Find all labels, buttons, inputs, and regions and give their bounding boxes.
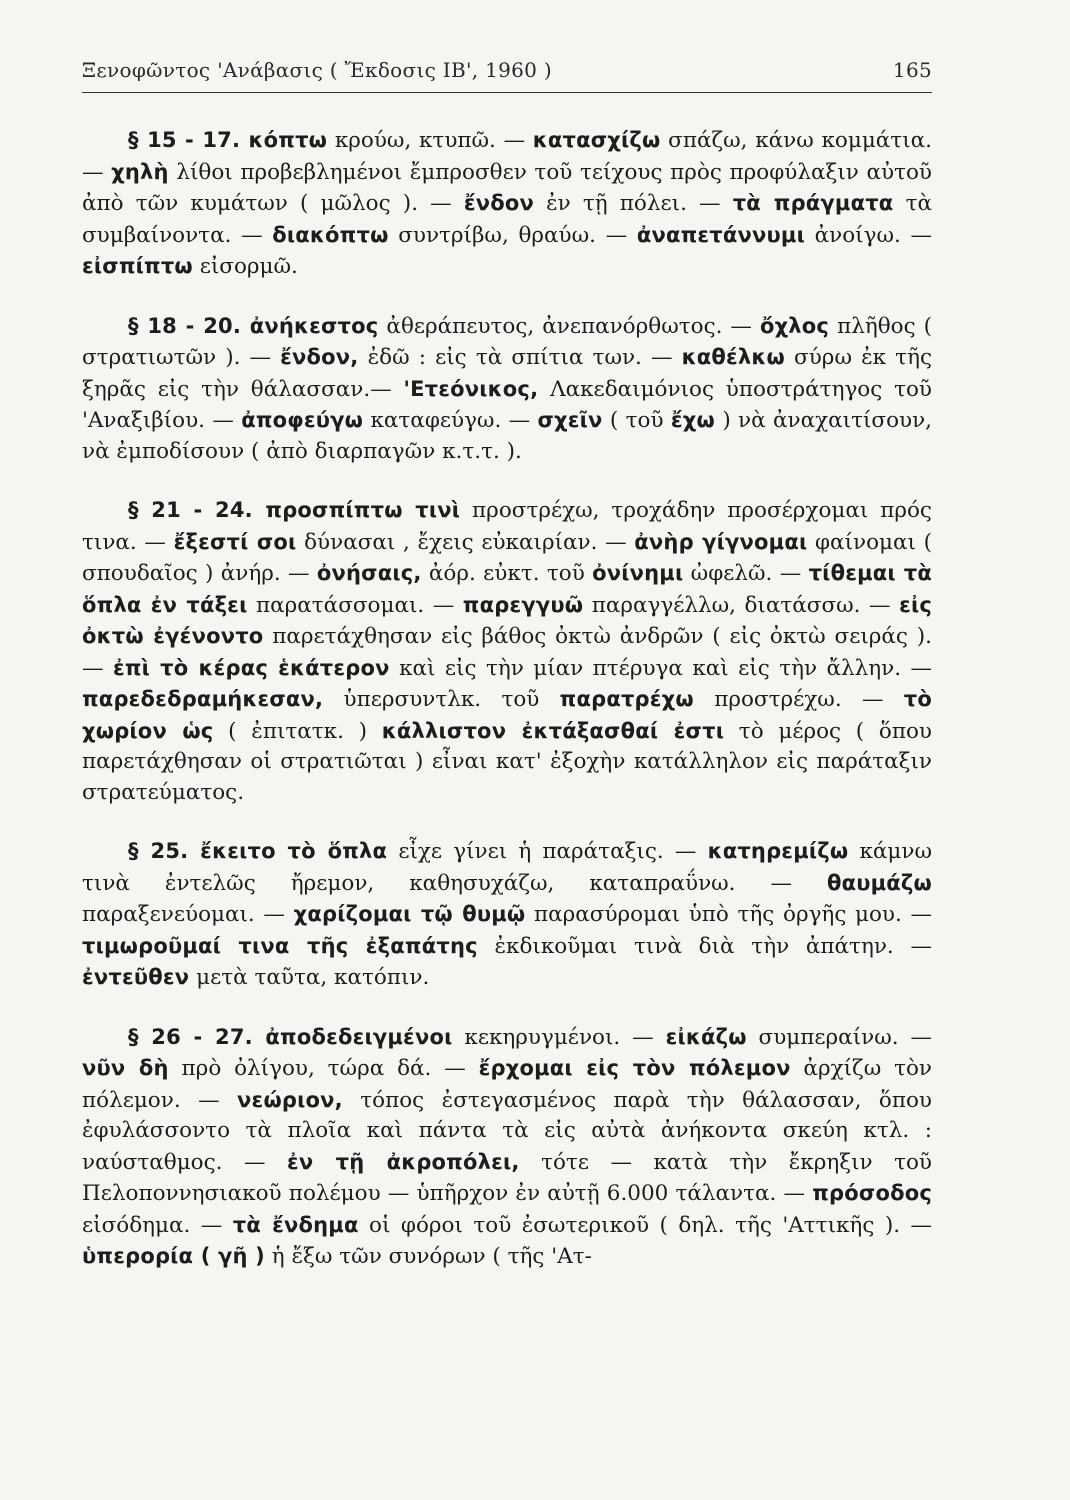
gloss-text: φαίνομαι ( σπουδαῖος ) ἀνήρ. — (82, 529, 932, 586)
gloss-text: παρασύρομαι ὑπὸ τῆς ὀργῆς μου. — (525, 902, 932, 927)
headword: ἐντεῦθεν (82, 965, 190, 989)
gloss-text: παρατάσσομαι. — (247, 592, 463, 618)
gloss-text: κεκηρυγμένοι. — (452, 1024, 666, 1050)
headword: εἰσπίπτω (82, 254, 193, 278)
gloss-text: ὠφελῶ. — (683, 561, 809, 586)
headword: διακόπτω (272, 222, 389, 247)
headword: νεώριον, (237, 1087, 343, 1112)
gloss-text: λίθοι προβεβλημένοι ἔμπροσθεν τοῦ τείχους πρὸς προφύλαξιν αὐτοῦ ἀπὸ τῶν κυμάτων ( μῶλος ). — (82, 159, 932, 216)
headword: ἔξεστί σοι (173, 529, 297, 554)
headword: χαρίζομαι τῷ θυμῷ (293, 902, 526, 926)
gloss-text: σύρω ἐκ τῆς ξηρᾶς εἰς τὴν θάλασσαν.— (82, 345, 932, 402)
glossary-paragraph-26-27 (82, 1022, 932, 1273)
headword: § 21 - 24. προσπίπτω τινὶ (128, 498, 461, 522)
gloss-text: ἀρχίζω τὸν πόλεμον. — (82, 1056, 932, 1113)
glossary-paragraph-25 (82, 836, 932, 994)
headword: ἔρχομαι εἰς τὸν πόλεμον (478, 1056, 791, 1080)
gloss-text: σπάζω, κάνω κομμάτια. — (82, 128, 932, 185)
gloss-text: τὸ μέρος ( ὅπου παρετάχθησαν οἱ στρατιῶται ) εἶναι κατ' ἐξοχὴν κατάλληλον εἰς παράταξιν στρατεύματος. (82, 718, 933, 805)
headword: τιμωροῦμαί τινα τῆς ἐξαπάτης (82, 933, 478, 958)
headword: 'Ετεόνικος, (403, 376, 539, 401)
running-head (82, 58, 932, 88)
gloss-text: ( ἐπιτατκ. ) (213, 718, 382, 744)
gloss-text: εἰσόδημα. — (82, 1212, 233, 1238)
gloss-text: εἰσορμῶ. (192, 254, 298, 279)
headword: τὰ πράγματα (732, 191, 894, 215)
gloss-text: οἱ φόροι τοῦ ἐσωτερικοῦ ( δηλ. τῆς 'Αττικῆς ). — (358, 1212, 932, 1238)
headword: παρεδεδραμήκεσαν, (82, 687, 324, 711)
headword: κάλλιστον ἐκτάξασθαί ἐστι (381, 718, 725, 743)
gloss-text: ( τοῦ (602, 408, 671, 433)
gloss-text: καταφεύγω. — (363, 408, 538, 433)
gloss-text: τότε — κατὰ τὴν ἔκρηξιν τοῦ Πελοποννησιακοῦ πολέμου — ὑπῆρχον ἐν αὐτῇ 6.000 τάλαντα. — (82, 1149, 933, 1206)
headword: τὸ χωρίον ὡς (82, 687, 932, 743)
gloss-text: καὶ εἰς τὴν μίαν πτέρυγα καὶ εἰς τὴν ἄλλην. — (389, 655, 932, 681)
headword: τίθεμαι τὰ ὅπλα ἐν τάξει (82, 561, 932, 617)
gloss-text: παραξενεύομαι. — (82, 902, 294, 927)
headword: πρόσοδος (812, 1181, 932, 1205)
gloss-text: κρούω, κτυπῶ. — (327, 128, 533, 153)
headword: ἐπὶ τὸ κέρας ἑκάτερον (112, 655, 390, 680)
gloss-text: ἀθεράπευτος, ἀνεπανόρθωτος. — (378, 313, 760, 339)
headword: § 18 - 20. ἀνήκεστος (128, 313, 379, 338)
headword: ὀνίνημι (592, 561, 684, 585)
gloss-text: συμπεραίνω. — (746, 1024, 932, 1050)
gloss-text: δύνασαι , ἔχεις εὐκαιρίαν. — (296, 529, 635, 555)
gloss-text: κάμνω τινὰ ἐντελῶς ἤρεμον, καθησυχάζω, καταπραΰνω. — (82, 839, 932, 896)
gloss-text: παρετάχθησαν εἰς βάθος ὀκτὼ ἀνδρῶν ( εἰς ὀκτὼ σειράς ). — (82, 624, 932, 681)
headword: ἀνὴρ γίγνομαι (634, 529, 808, 554)
headword: ὑπερορία ( γῆ ) (82, 1244, 265, 1268)
gloss-text: συντρίβω, θραύω. — (388, 222, 637, 248)
headword: νῦν δὴ (82, 1056, 169, 1080)
headword: εἰς ὀκτὼ ἐγένοντο (82, 592, 932, 648)
gloss-text: προστρέχω. — (693, 687, 904, 712)
gloss-text: ) νὰ ἀναχαιτίσουν, νὰ ἐμποδίσουν ( ἀπὸ διαρπαγῶν κ.τ.τ. ). (82, 408, 932, 464)
headword: σχεῖν (537, 408, 603, 432)
gloss-text: ἀόρ. εὐκτ. τοῦ (421, 561, 593, 586)
gloss-text: παραγγέλλω, διατάσσω. — (583, 592, 900, 618)
glossary-paragraph-21-24 (82, 495, 932, 808)
headword: ἀποφεύγω (241, 408, 364, 432)
gloss-text: ἡ ἔξω τῶν συνόρων ( τῆς 'Ατ- (264, 1244, 592, 1269)
gloss-text: μετὰ ταῦτα, κατόπιν. (189, 965, 430, 990)
headword: χηλὴ (111, 159, 169, 184)
glossary-paragraph-18-20 (82, 311, 932, 468)
gloss-text: εἶχε γίνει ἡ παράταξις. — (387, 839, 708, 864)
headword: § 25. ἔκειτο τὸ ὅπλα (128, 839, 388, 863)
headword: ὀνήσαις, (316, 561, 422, 585)
glossary-paragraph-15-17 (82, 125, 932, 283)
gloss-text: ἐν τῇ πόλει. — (533, 191, 733, 216)
headword: ἔχω (670, 408, 715, 432)
headword: κατασχίζω (532, 128, 661, 152)
headword: θαυμάζω (827, 870, 932, 895)
headword: ἔνδον, (280, 345, 359, 369)
gloss-text: ἐκδικοῦμαι τινὰ διὰ τὴν ἀπάτην. — (477, 933, 932, 959)
headword: παρατρέχω (559, 687, 694, 711)
headword: κατηρεμίζω (707, 839, 849, 863)
gloss-text: πλῆθος ( στρατιωτῶν ). — (82, 313, 933, 370)
gloss-text: ἀνοίγω. — (804, 222, 932, 248)
running-title: Ξενοφῶντος 'Ανάβασις ( Ἔκδοσις ΙΒ', 1960 ) (82, 58, 552, 82)
glossary-body (82, 125, 932, 1301)
headword: ἐν τῇ ἀκροπόλει, (287, 1149, 520, 1174)
headword: § 26 - 27. ἀποδεδειγμένοι (128, 1024, 453, 1049)
headword: παρεγγυῶ (462, 592, 584, 617)
headword: ἔνδον (463, 191, 534, 215)
page-number: 165 (892, 58, 932, 82)
headword: ὄχλος (759, 313, 830, 338)
headword: καθέλκω (681, 345, 785, 369)
gloss-text: τὰ συμβαίνοντα. — (82, 191, 932, 248)
headword: εἰκάζω (665, 1024, 747, 1049)
gloss-text: τόπος ἐστεγασμένος παρὰ τὴν θάλασσαν, ὅπου ἐφυλάσσοντο τὰ πλοῖα καὶ πάντα τὰ εἰς αὐτὰ ἀνήκοντα σκεύη κτλ. : ναύσταθμος. — (82, 1087, 932, 1175)
gloss-text: ὑπερσυντλκ. τοῦ (323, 687, 560, 712)
headword: τὰ ἔνδημα (232, 1212, 359, 1237)
gloss-text: Λακεδαιμόνιος ὑποστράτηγος τοῦ 'Αναξιβίου. — (82, 376, 932, 433)
header-rule (82, 92, 932, 93)
gloss-text: πρὸ ὀλίγου, τώρα δά. — (168, 1056, 479, 1081)
gloss-text: ἐδῶ : εἰς τὰ σπίτια των. — (358, 345, 682, 370)
headword: ἀναπετάννυμι (636, 222, 805, 247)
headword: § 15 - 17. κόπτω (128, 128, 328, 152)
gloss-text: προστρέχω, τροχάδην προσέρχομαι πρός τινα. — (82, 498, 932, 555)
